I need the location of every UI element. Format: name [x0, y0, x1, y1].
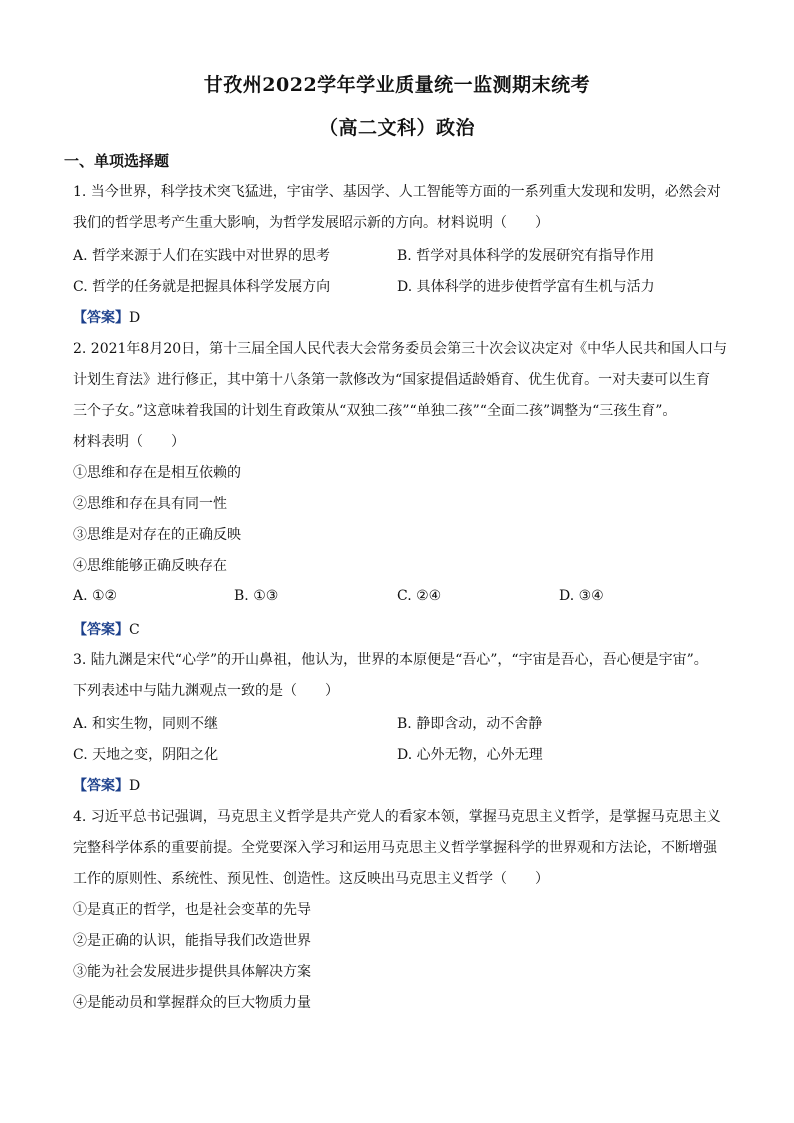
- q2-option-c: C. ②④: [397, 588, 442, 604]
- answer-tag: 【答案】: [73, 778, 129, 794]
- q3-stem-line1: 3. 陆九渊是宋代“心学”的开山鼻祖，他认为，世界的本原便是“吾心”，“宇宙是吾心，吾心便是宇宙”。: [73, 652, 708, 668]
- q3-option-c: C. 天地之变，阴阳之化: [73, 747, 219, 763]
- answer-tag: 【答案】: [73, 310, 129, 326]
- q2-item-1: ①思维和存在是相互依赖的: [73, 465, 241, 481]
- q2-stem-line2: 计划生育法》进行修正，其中第十八条第一款修改为“国家提倡适龄婚育、优生优育。一对夫妻可以生育: [73, 372, 711, 388]
- answer-tag: 【答案】: [73, 622, 129, 638]
- q2-item-4: ④思维能够正确反映存在: [73, 558, 227, 574]
- q2-option-d: D. ③④: [559, 588, 604, 604]
- q3-answer: [73, 775, 140, 795]
- q2-stem-line4: 材料表明（ ）: [73, 434, 185, 450]
- section-heading: 一、单项选择题: [64, 152, 170, 170]
- q1-stem-line2: 我们的哲学思考产生重大影响，为哲学发展昭示新的方向。材料说明（ ）: [73, 215, 549, 231]
- answer-value: D: [129, 310, 141, 326]
- q2-item-3: ③思维是对存在的正确反映: [73, 527, 241, 543]
- q3-option-d: D. 心外无物，心外无理: [397, 747, 543, 763]
- q4-stem-line3: 工作的原则性、系统性、预见性、创造性。这反映出马克思主义哲学（ ）: [73, 871, 549, 887]
- q1-option-c: C. 哲学的任务就是把握具体科学发展方向: [73, 279, 331, 295]
- exam-subtitle: （高二文科）政治: [318, 117, 475, 139]
- q4-item-1: ①是真正的哲学，也是社会变革的先导: [73, 902, 311, 918]
- q1-stem-line1: 1. 当今世界，科学技术突飞猛进，宇宙学、基因学、人工智能等方面的一系列重大发现和发明，必然会对: [73, 184, 721, 200]
- q2-answer: [73, 619, 140, 639]
- q2-option-a: A. ①②: [73, 588, 118, 604]
- q2-option-b: B. ①③: [234, 588, 279, 604]
- exam-title: 甘孜州2022学年学业质量统一监测期末统考: [203, 74, 591, 96]
- q4-item-2: ②是正确的认识，能指导我们改造世界: [73, 933, 311, 949]
- answer-value: D: [129, 778, 141, 794]
- q2-stem-line3: 三个子女。”这意味着我国的计划生育政策从“双独二孩”“单独二孩”“全面二孩”调整为“三孩生育”。: [73, 403, 677, 419]
- q1-option-b: B. 哲学对具体科学的发展研究有指导作用: [397, 248, 655, 264]
- q1-answer: [73, 307, 140, 327]
- q2-stem-line1: 2. 2021年8月20日，第十三届全国人民代表大会常务委员会第三十次会议决定对《中华人民共和国人口与: [73, 341, 728, 357]
- q4-item-4: ④是能动员和掌握群众的巨大物质力量: [73, 995, 311, 1011]
- q1-option-a: A. 哲学来源于人们在实践中对世界的思考: [73, 248, 331, 264]
- q3-option-b: B. 静即含动，动不舍静: [397, 716, 543, 732]
- q4-item-3: ③能为社会发展进步提供具体解决方案: [73, 964, 311, 980]
- q1-option-d: D. 具体科学的进步使哲学富有生机与活力: [397, 279, 655, 295]
- q3-option-a: A. 和实生物，同则不继: [73, 716, 219, 732]
- q3-stem-line2: 下列表述中与陆九渊观点一致的是（ ）: [73, 683, 339, 699]
- q4-stem-line2: 完整科学体系的重要前提。全党要深入学习和运用马克思主义哲学掌握科学的世界观和方法论，不断增强: [73, 840, 717, 856]
- q2-item-2: ②思维和存在具有同一性: [73, 496, 227, 512]
- q4-stem-line1: 4. 习近平总书记强调，马克思主义哲学是共产党人的看家本领，掌握马克思主义哲学，是掌握马克思主义: [73, 809, 721, 825]
- answer-value: C: [129, 622, 140, 638]
